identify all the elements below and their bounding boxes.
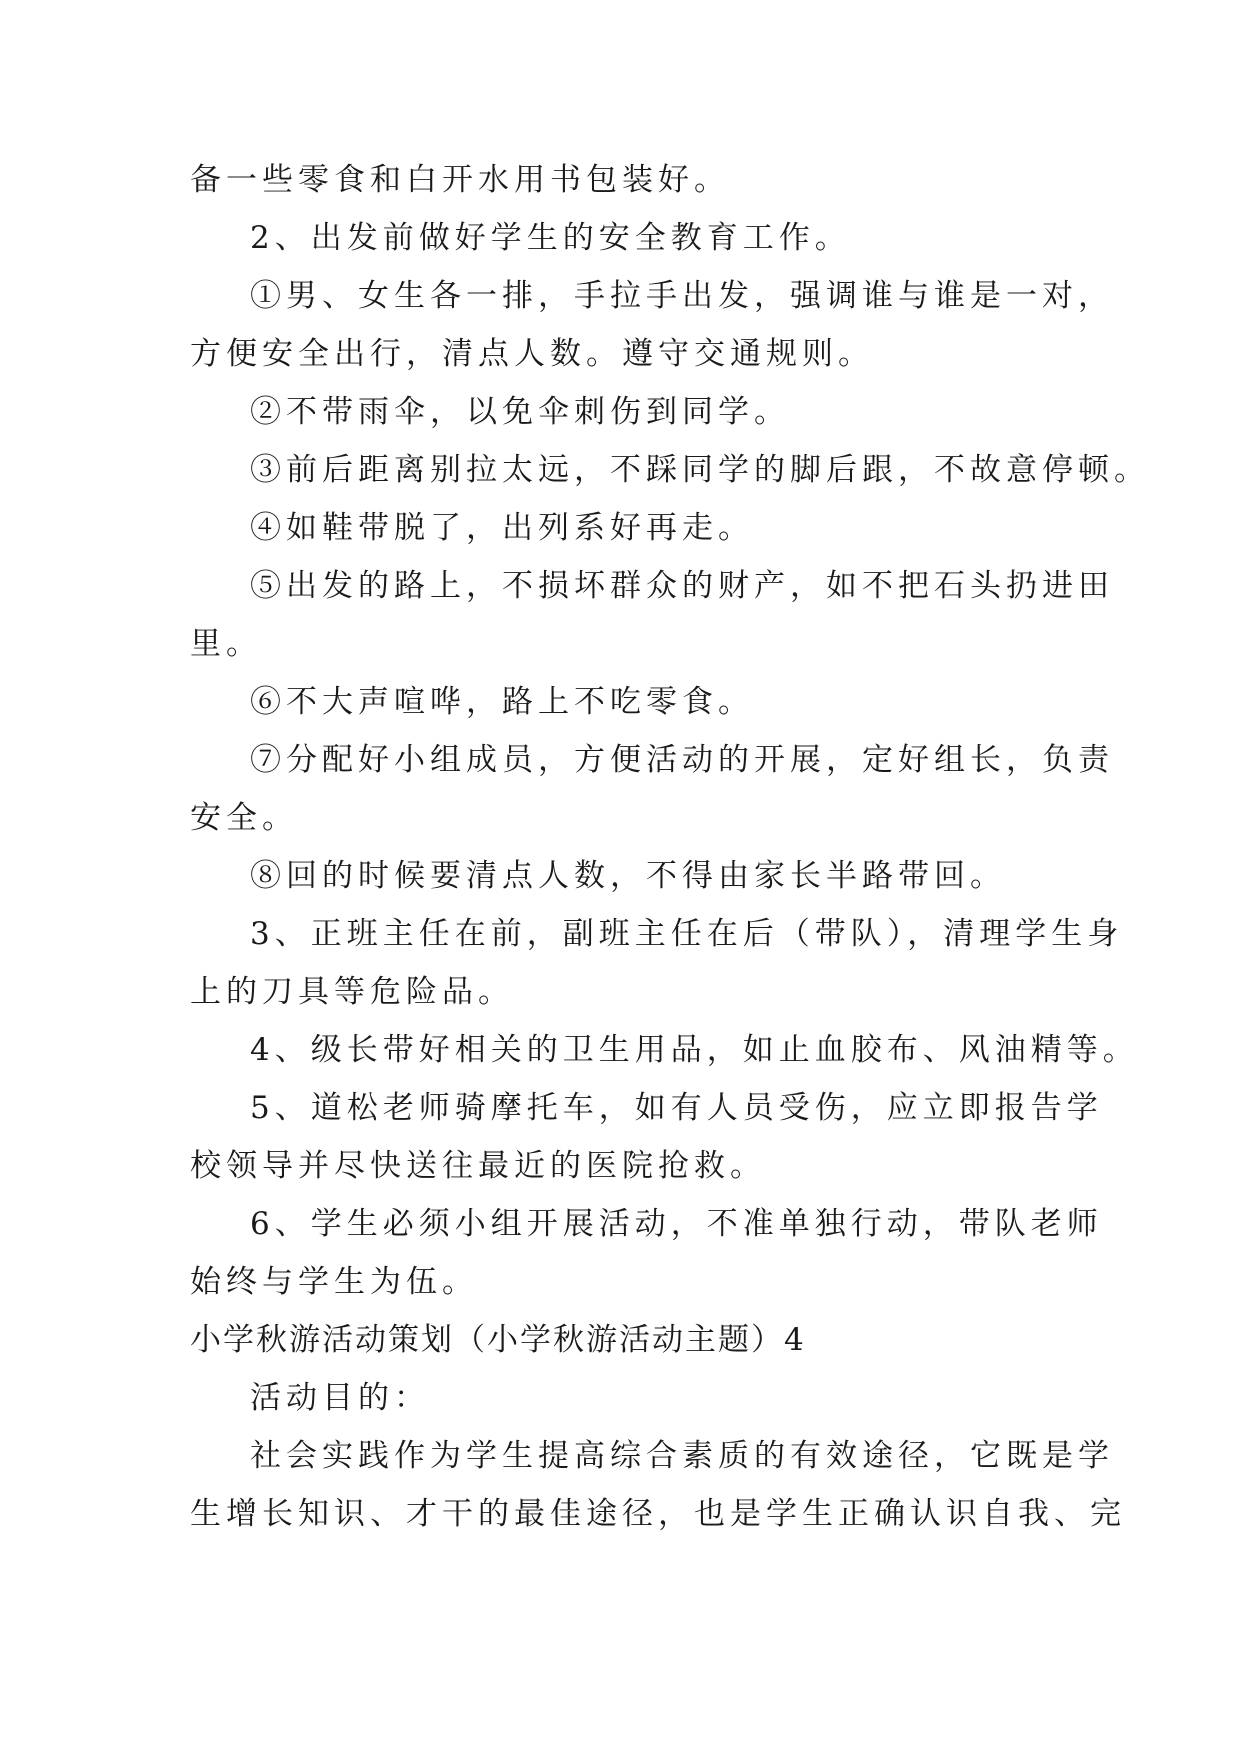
text-line: 6、学生必须小组开展活动，不准单独行动，带队老师 [250, 1206, 1103, 1242]
text-line: ②不带雨伞，以免伞刺伤到同学。 [250, 394, 790, 430]
text-line: ⑥不大声喧哗，路上不吃零食。 [250, 684, 754, 720]
text-line: 上的刀具等危险品。 [190, 974, 514, 1010]
text-line: ⑧回的时候要清点人数，不得由家长半路带回。 [250, 858, 1006, 894]
text-line: 4、级长带好相关的卫生用品，如止血胶布、风油精等。 [250, 1032, 1139, 1068]
text-line: ⑤出发的路上，不损坏群众的财产，如不把石头扔进田 [250, 568, 1114, 604]
text-line: 始终与学生为伍。 [190, 1264, 478, 1300]
text-line: ③前后距离别拉太远，不踩同学的脚后跟，不故意停顿。 [250, 452, 1150, 488]
text-line: 里。 [190, 626, 262, 662]
text-line: 5、道松老师骑摩托车，如有人员受伤，应立即报告学 [250, 1090, 1103, 1126]
text-line: 方便安全出行，清点人数。遵守交通规则。 [190, 336, 874, 372]
text-line: ①男、女生各一排，手拉手出发，强调谁与谁是一对， [250, 278, 1114, 314]
section-heading: 小学秋游活动策划（小学秋游活动主题）4 [190, 1322, 806, 1358]
text-line: 活动目的： [250, 1380, 430, 1416]
text-line: ⑦分配好小组成员，方便活动的开展，定好组长，负责 [250, 742, 1114, 778]
text-line: 校领导并尽快送往最近的医院抢救。 [190, 1148, 766, 1184]
text-line: ④如鞋带脱了，出列系好再走。 [250, 510, 754, 546]
text-line: 3、正班主任在前，副班主任在后（带队），清理学生身 [250, 916, 1124, 952]
text-line: 备一些零食和白开水用书包装好。 [190, 162, 730, 198]
text-line: 安全。 [190, 800, 298, 836]
text-line: 社会实践作为学生提高综合素质的有效途径，它既是学 [250, 1438, 1114, 1474]
text-line: 2、出发前做好学生的安全教育工作。 [250, 220, 851, 256]
text-line: 生增长知识、才干的最佳途径，也是学生正确认识自我、完 [190, 1496, 1126, 1532]
